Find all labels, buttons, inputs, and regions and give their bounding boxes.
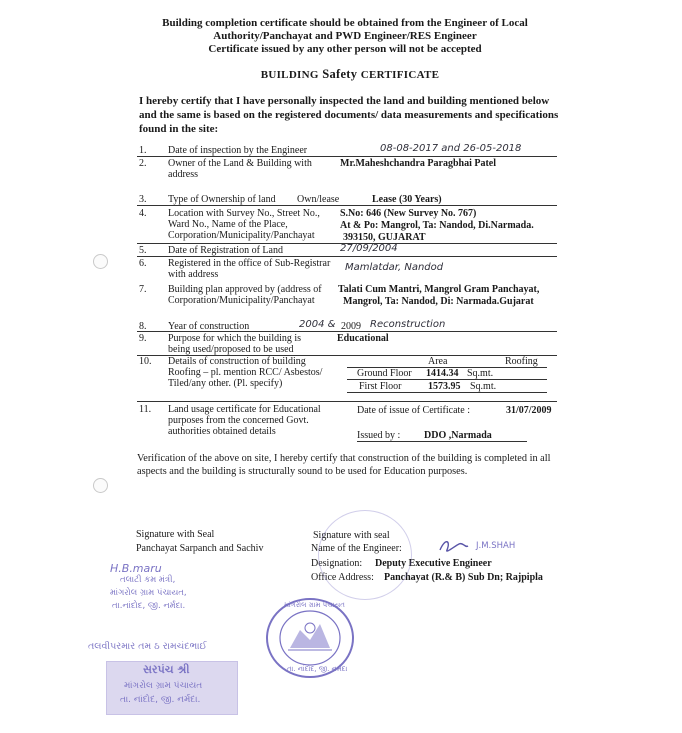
- engineer-seal-faint: [318, 510, 412, 600]
- row-10-rule: [137, 401, 557, 402]
- row-9-num: 9.: [139, 333, 147, 344]
- area-header: Area: [428, 356, 448, 367]
- row-2-num: 2.: [139, 158, 147, 169]
- page-title: [200, 67, 500, 82]
- row-7-label: Building plan approved by (address of Corporation/Municipality/Panchayat: [168, 284, 322, 306]
- row-4-value-2: At & Po: Mangrol, Ta: Nandod, Di.Narmada.: [340, 220, 534, 231]
- punch-hole-top: [93, 254, 108, 269]
- row-2-label: Owner of the Land & Building with address: [168, 158, 312, 180]
- row-8-value-b: 2009: [341, 321, 361, 332]
- sarpanch-title: સરપંચ શ્રી: [143, 663, 190, 676]
- talati-line-1: તલાટી કમ મંત્રી,: [120, 575, 176, 585]
- sarpanch-line-2: માંગરોલ ગ્રામ પંચાયત: [124, 681, 203, 691]
- floor-2-name: First Floor: [359, 381, 402, 392]
- row-11-issued: DDO ,Narmada: [424, 430, 492, 441]
- right-signature-line-1: Signature with seal: [313, 530, 390, 541]
- row-11-issued-label: Issued by :: [357, 430, 401, 441]
- row-4-value-3: 393150, GUJARAT: [343, 232, 426, 243]
- title-part-3: CERTIFICATE: [360, 69, 440, 81]
- floor-1-unit: Sq.mt.: [467, 368, 494, 379]
- row-11-label: Land usage certificate for Educational purposes from the concerned Govt. authorities obtained details: [168, 404, 321, 437]
- row-3-label: Type of Ownership of land: [168, 194, 276, 205]
- verification-paragraph: Verification of the above on site, I hereby certify that construction of the building is completed in all aspects and the building is structurally sound to be used for Education purposes.: [137, 453, 551, 477]
- row-7-num: 7.: [139, 284, 147, 295]
- talati-line-3: તા.નાંદોદ, જી. નર્મદા.: [112, 601, 186, 611]
- row-3-label-2: Own/lease: [297, 194, 340, 205]
- row-8-label: Year of construction: [168, 321, 250, 332]
- row-2-value: Mr.Maheshchandra Paragbhai Patel: [340, 158, 497, 169]
- row-3-rule: [137, 205, 557, 206]
- row-8-value: 2004 &: [299, 319, 336, 330]
- sarpanch-handwriting: તલવીપરમાર તમ ઠ રામચંદભાઈ: [88, 641, 207, 652]
- row-11-date-label: Date of issue of Certificate :: [357, 405, 471, 416]
- row-3-value: Lease (30 Years): [372, 194, 442, 205]
- title-part-1: BUILDING: [260, 69, 319, 81]
- row-5-label: Date of Registration of Land: [168, 245, 283, 256]
- floor-1-rule: [347, 379, 547, 380]
- row-5-rule: [137, 256, 557, 257]
- row-11-date: 31/07/2009: [506, 405, 552, 416]
- intro-paragraph: I hereby certify that I have personally inspected the land and building mentioned below and the same is based on the registered documents/ data measurements and specifications found in the site:: [139, 95, 559, 135]
- designation-label: Designation:: [311, 558, 363, 569]
- header-line-2: Authority/Panchayat and PWD Engineer/RES Engineer: [213, 30, 477, 42]
- row-6-label: Registered in the office of Sub-Registrar with address: [168, 258, 331, 280]
- office-label: Office Address:: [311, 572, 374, 583]
- punch-hole-bottom: [93, 478, 108, 493]
- row-4-num: 4.: [139, 208, 147, 219]
- row-5-value: 27/09/2004: [340, 243, 398, 254]
- row-11-num: 11.: [139, 404, 152, 415]
- row-6-value: Mamlatdar, Nandod: [345, 262, 444, 273]
- row-1-num: 1.: [139, 145, 147, 156]
- floor-1-area: 1414.34: [426, 368, 459, 379]
- row-8-num: 8.: [139, 321, 147, 332]
- row-8-rule: [137, 331, 557, 332]
- row-4-value-1: S.No: 646 (New Survey No. 767): [340, 208, 477, 219]
- row-11-rule: [357, 441, 527, 442]
- row-4-label: Location with Survey No., Street No., Ward No., Name of the Place, Corporation/Municipality/Panchayat: [168, 208, 320, 241]
- floor-2-rule: [347, 392, 547, 393]
- talati-signature: H.B.maru: [110, 562, 162, 575]
- round-seal-top-text: માંગરોલ ગ્રામ પંચાયત: [284, 601, 345, 609]
- row-9-label: Purpose for which the building is being used/proposed to be used: [168, 333, 302, 355]
- floor-2-unit: Sq.mt.: [470, 381, 497, 392]
- row-3-num: 3.: [139, 194, 147, 205]
- row-5-num: 5.: [139, 245, 147, 256]
- row-7-value-1: Talati Cum Mantri, Mangrol Gram Panchayat,: [338, 284, 540, 295]
- title-part-2: Safety: [322, 67, 358, 81]
- talati-line-2: માંગરોલ ગ્રામ પંચાયત,: [110, 588, 187, 598]
- roofing-header: Roofing: [505, 356, 538, 367]
- header-line-1: Building completion certificate should be obtained from the Engineer of Local: [162, 17, 528, 29]
- floor-2-area: 1573.95: [428, 381, 461, 392]
- sarpanch-line-3: તા. નાંદોદ, જી. નર્મદા.: [120, 695, 201, 705]
- row-10-num: 10.: [139, 356, 152, 367]
- header-line-3: Certificate issued by any other person will not be accepted: [208, 43, 482, 55]
- office-value: Panchayat (R.& B) Sub Dn; Rajpipla: [384, 572, 543, 583]
- row-7-value-2: Mangrol, Ta: Nandod, Di: Narmada.Gujarat: [343, 296, 534, 307]
- row-1-label: Date of inspection by the Engineer: [168, 145, 308, 156]
- row-8-value-c: Reconstruction: [370, 319, 446, 330]
- floor-1-name: Ground Floor: [357, 368, 412, 379]
- engineer-name-value: J.M.SHAH: [476, 541, 516, 551]
- designation-value: Deputy Executive Engineer: [375, 558, 492, 569]
- row-1-value: 08-08-2017 and 26-05-2018: [380, 143, 522, 154]
- row-10-label: Details of construction of building Roofing – pl. mention RCC/ Asbestos/ Tiled/any other. (Pl. specify): [168, 356, 323, 389]
- row-1-rule: [137, 156, 557, 157]
- left-signature-line-2: Panchayat Sarpanch and Sachiv: [136, 543, 264, 554]
- round-seal-bottom-text: તા. નાંદોદ, જી. નર્મદા: [287, 665, 348, 673]
- left-signature-line-1: Signature with Seal: [136, 529, 215, 540]
- row-9-value: Educational: [337, 333, 389, 344]
- engineer-name-label: Name of the Engineer:: [311, 543, 402, 554]
- row-6-num: 6.: [139, 258, 147, 269]
